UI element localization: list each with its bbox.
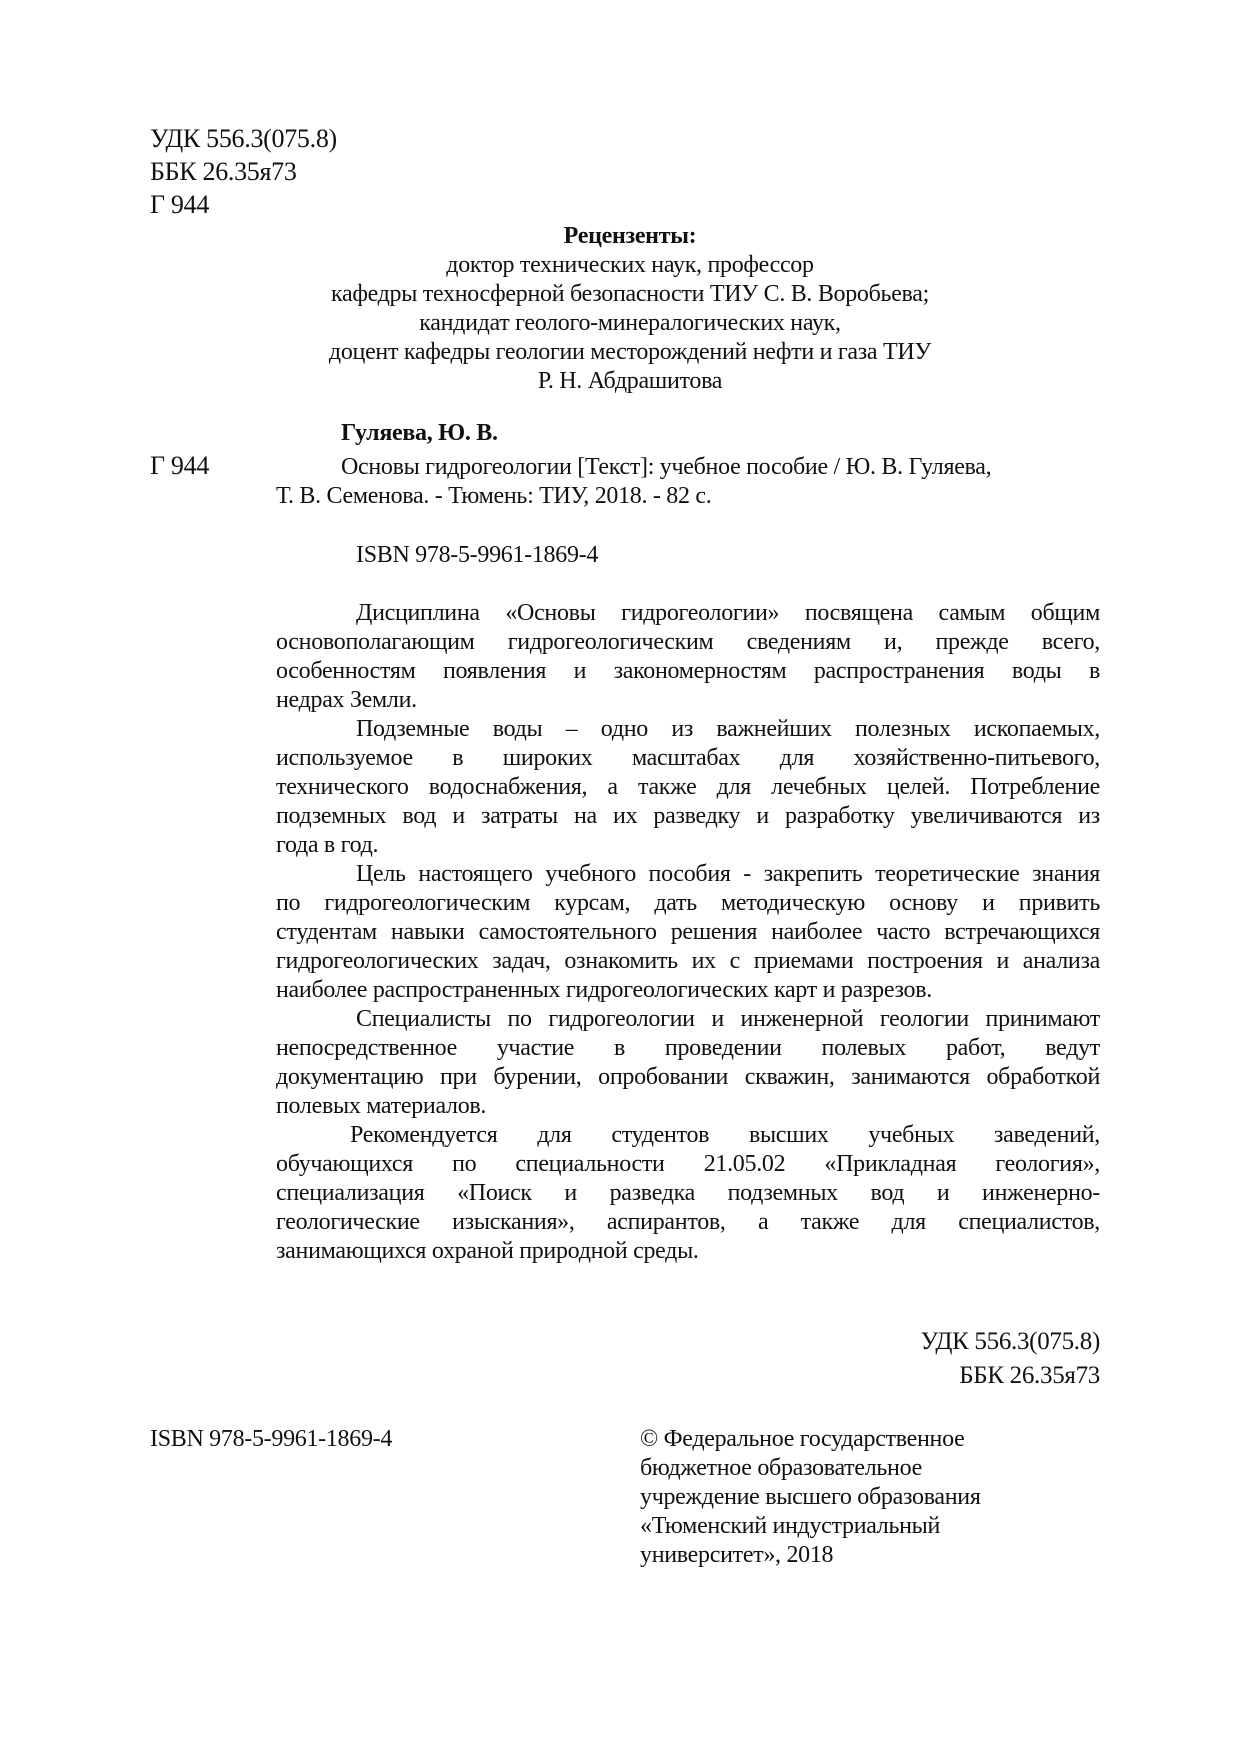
reviewers-block xyxy=(240,222,1020,396)
abstract-line: используемое в широких масштабах для хозяйственно-питьевого, xyxy=(276,745,1100,771)
abstract-line: основополагающим гидрогеологическим сведениям и, прежде всего, xyxy=(276,629,1100,655)
abstract-line: гидрогеологических задач, ознакомить их с приемами построения и анализа xyxy=(276,948,1100,974)
abstract-line: особенностям появления и закономерностям распространения воды в xyxy=(276,658,1100,684)
bbk-code: ББК 26.35я73 xyxy=(150,157,297,186)
abstract-paragraph xyxy=(276,599,1100,715)
abstract-line: Подземные воды – одно из важнейших полезных ископаемых, xyxy=(356,716,1100,742)
reviewer-line: Р. Н. Абдрашитова xyxy=(537,368,723,394)
abstract-line: технического водоснабжения, а также для лечебных целей. Потребление xyxy=(276,774,1100,800)
abstract-paragraph xyxy=(276,860,1100,1005)
copyright-line: бюджетное образовательное xyxy=(640,1455,922,1481)
abstract-line: документацию при бурении, опробовании скважин, занимаются обработкой xyxy=(276,1064,1100,1090)
abstract-line: Рекомендуется для студентов высших учебных заведений, xyxy=(350,1122,1100,1148)
abstract-line: Цель настоящего учебного пособия - закрепить теоретические знания xyxy=(356,861,1100,887)
abstract xyxy=(276,599,1100,1266)
isbn: ISBN 978-5-9961-1869-4 xyxy=(356,542,599,568)
reviewer-line: доктор технических наук, профессор xyxy=(446,252,814,278)
reviewers-title: Рецензенты: xyxy=(563,223,697,249)
abstract-line: по гидрогеологическим курсам, дать методическую основу и привить xyxy=(276,890,1100,916)
footer-bbk: ББК 26.35я73 xyxy=(959,1362,1100,1389)
abstract-line: полевых материалов. xyxy=(276,1093,487,1119)
copyright-line: © Федеральное государственное xyxy=(640,1426,965,1452)
abstract-line: Дисциплина «Основы гидрогеологии» посвящена самым общим xyxy=(356,600,1100,626)
bibliography-line-2: Т. В. Семенова. - Тюмень: ТИУ, 2018. - 82 с. xyxy=(276,483,712,509)
footer-isbn: ISBN 978-5-9961-1869-4 xyxy=(150,1426,393,1452)
abstract-line: недрах Земли. xyxy=(276,687,417,713)
abstract-line: студентам навыки самостоятельного решения наиболее часто встречающихся xyxy=(276,919,1100,945)
bibliography-line-1: Основы гидрогеологии [Текст]: учебное пособие / Ю. В. Гуляева, xyxy=(341,454,992,480)
bibliography-author: Гуляева, Ю. В. xyxy=(341,420,498,446)
reviewer-line: кафедры техносферной безопасности ТИУ С. В. Воробьева; xyxy=(331,281,929,307)
abstract-line: подземных вод и затраты на их разведку и разработку увеличиваются из xyxy=(276,803,1100,829)
abstract-line: геологические изыскания», аспирантов, а также для специалистов, xyxy=(276,1209,1100,1235)
abstract-line: непосредственное участие в проведении полевых работ, ведут xyxy=(276,1035,1100,1061)
reviewer-line: доцент кафедры геологии месторождений нефти и газа ТИУ xyxy=(328,339,932,365)
abstract-line: Специалисты по гидрогеологии и инженерной геологии принимают xyxy=(356,1006,1100,1032)
author-mark: Г 944 xyxy=(150,190,210,219)
copyright-line: учреждение высшего образования xyxy=(640,1484,981,1510)
abstract-line: специализация «Поиск и разведка подземных вод и инженерно- xyxy=(276,1180,1100,1206)
copyright-line: «Тюменский индустриальный xyxy=(640,1513,941,1539)
classification-codes xyxy=(150,122,337,221)
abstract-paragraph xyxy=(276,1005,1100,1121)
reviewer-line: кандидат геолого-минералогических наук, xyxy=(419,310,841,336)
abstract-line: наиболее распространенных гидрогеологических карт и разрезов. xyxy=(276,977,932,1003)
abstract-line: занимающихся охраной природной среды. xyxy=(276,1238,699,1264)
abstract-paragraph xyxy=(276,1121,1100,1266)
footer-udk: УДК 556.3(075.8) xyxy=(920,1328,1100,1355)
abstract-line: года в год. xyxy=(276,832,379,858)
copyright-line: университет», 2018 xyxy=(640,1542,834,1568)
copyright-notice xyxy=(640,1425,981,1570)
udk-code: УДК 556.3(075.8) xyxy=(150,124,337,153)
abstract-paragraph xyxy=(276,715,1100,860)
footer-codes xyxy=(920,1325,1100,1393)
bibliography-author-mark: Г 944 xyxy=(150,451,210,480)
abstract-line: обучающихся по специальности 21.05.02 «Прикладная геология», xyxy=(276,1151,1100,1177)
